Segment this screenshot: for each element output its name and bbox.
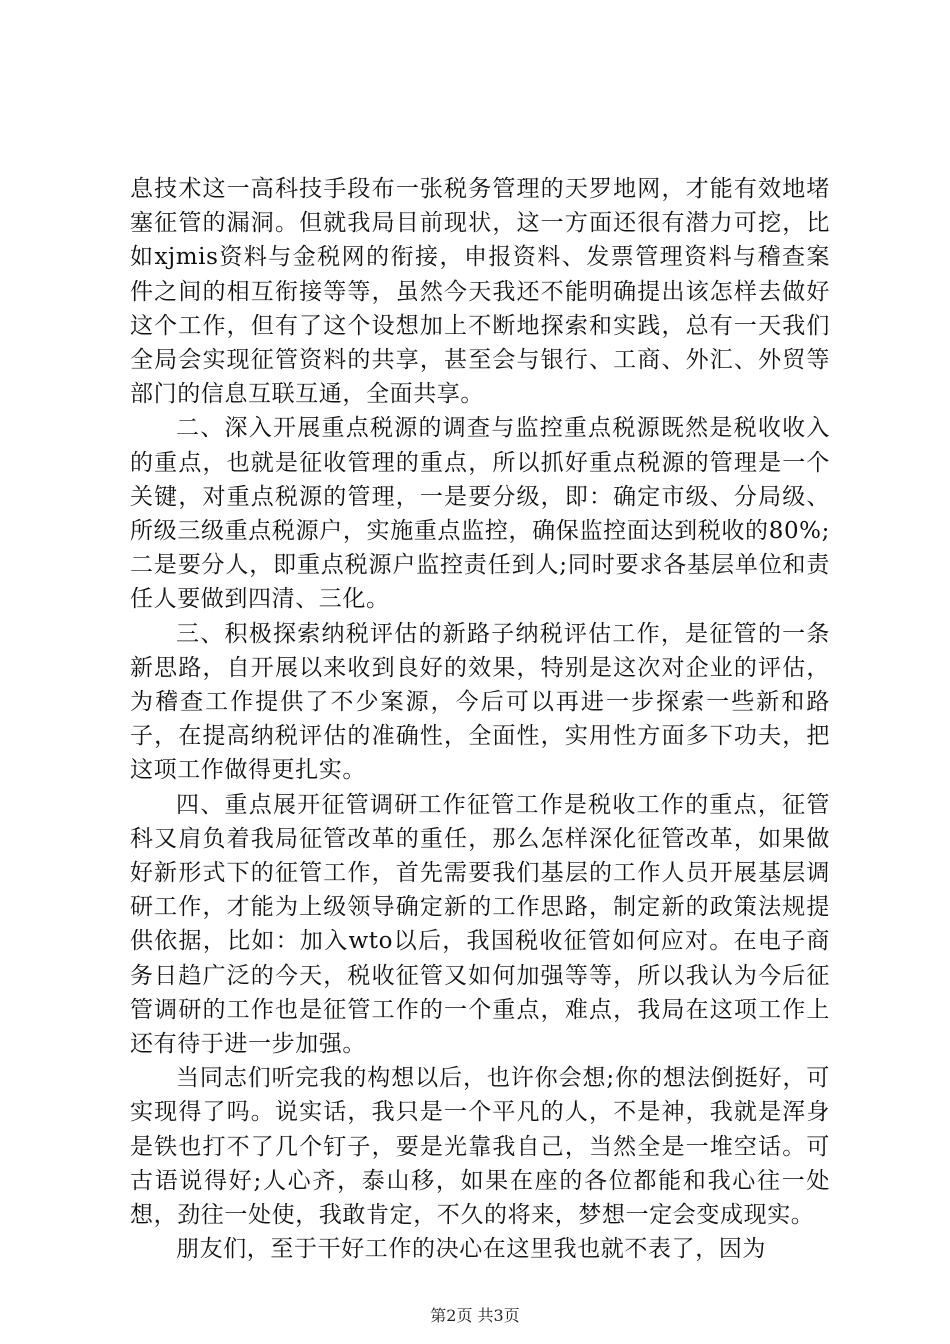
paragraph-research-work: 四、重点展开征管调研工作征管工作是税收工作的重点，征管科又肩负着我局征管改革的重任，那么怎样深化征管改革，如果做好新形式下的征管工作，首先需要我们基层的工作人员开展基层调研工作，才能为上级领导确定新的工作思路，制定新的政策法规提供依据，比如：加入wto以后，我国税收征管如何应对。在电子商务日趋广泛的今天，税收征管又如何加强等等，所以我认为今后征管调研的工作也是征管工作的一个重点，难点，我局在这项工作上还有待于进一步加强。 <box>130 791 830 1058</box>
paragraph-tax-assessment: 三、积极探索纳税评估的新路子纳税评估工作，是征管的一条新思路，自开展以来收到良好的效果，特别是这次对企业的评估，为稽查工作提供了不少案源，今后可以再进一步探索一些新和路子，在提高纳税评估的准确性，全面性，实用性方面多下功夫，把这项工作做得更扎实。 <box>130 620 830 784</box>
paragraph-key-tax-sources: 二、深入开展重点税源的调查与监控重点税源既然是税收收入的重点，也就是征收管理的重点，所以抓好重点税源的管理是一个关键，对重点税源的管理，一是要分级，即：确定市级、分局级、所级三级重点税源户，实施重点监控，确保监控面达到税收的80%;二是要分人，即重点税源户监控责任到人;同时要求各基层单位和责任人要做到四清、三化。 <box>130 415 830 613</box>
document-body <box>130 172 830 1267</box>
paragraph-vision: 当同志们听完我的构想以后，也许你会想;你的想法倒挺好，可实现得了吗。说实话，我只是一个平凡的人，不是神，我就是浑身是铁也打不了几个钉子，要是光靠我自己，当然全是一堆空话。可古语说得好;人心齐，泰山移，如果在座的各位都能和我心往一处想，劲往一处使，我敢肯定，不久的将来，梦想一定会变成现实。 <box>130 1065 830 1229</box>
page-footer: 第2页 共3页 <box>430 1306 520 1325</box>
paragraph-closing: 朋友们，至于干好工作的决心在这里我也就不表了，因为 <box>176 1236 766 1263</box>
paragraph-continuation: 息技术这一高科技手段布一张税务管理的天罗地网，才能有效地堵塞征管的漏洞。但就我局目前现状，这一方面还很有潜力可挖，比如xjmis资料与金税网的衔接，申报资料、发票管理资料与稽查案件之间的相互衔接等等，虽然今天我还不能明确提出该怎样去做好这个工作，但有了这个设想加上不断地探索和实践，总有一天我们全局会实现征管资料的共享，甚至会与银行、工商、外汇、外贸等部门的信息互联互通，全面共享。 <box>130 176 830 408</box>
